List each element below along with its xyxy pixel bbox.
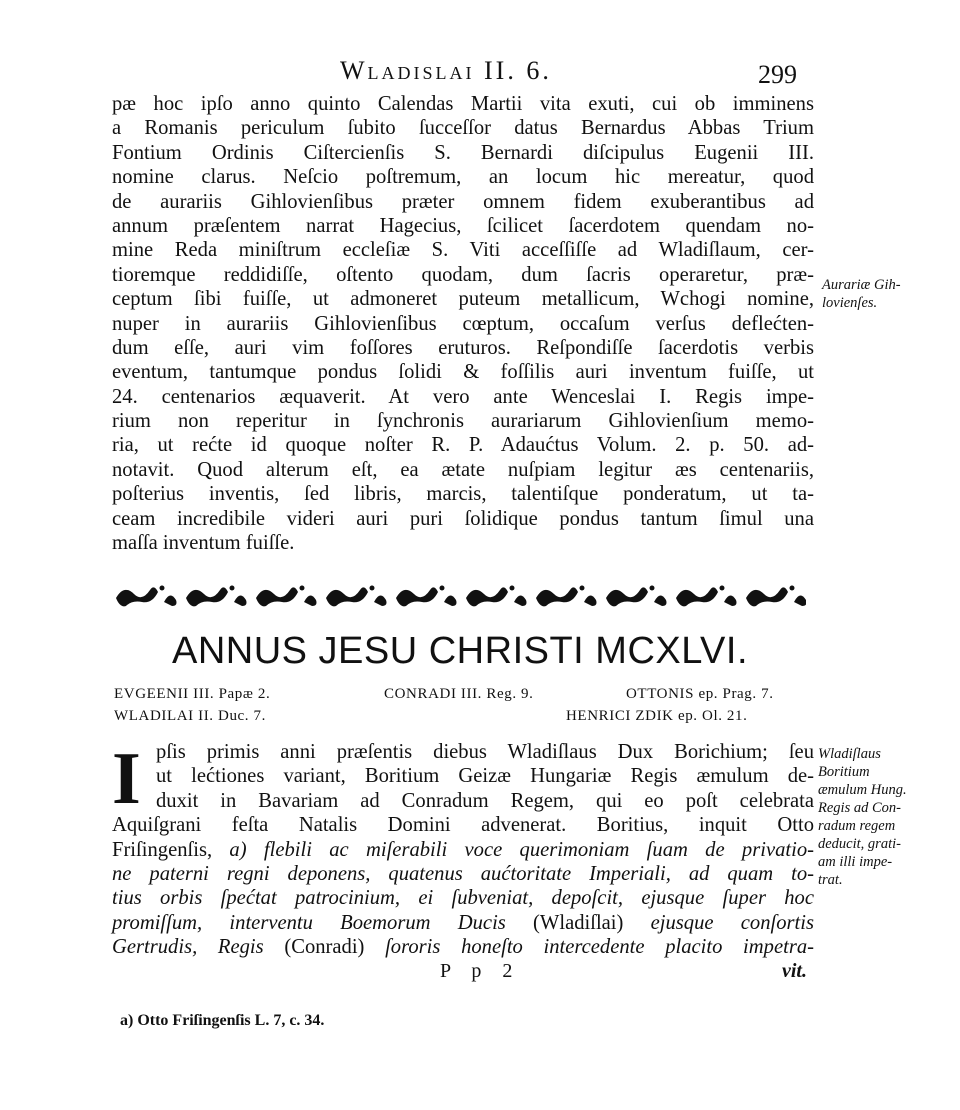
text-line: tius orbis ſpećtat patrocinium, ei ſubveniat, depoſcit, ejusque ſuper hoc [112, 887, 814, 910]
text-line: ut lećtiones variant, Boritium Geizæ Hungariæ Regis æmulum de- [156, 765, 814, 788]
text-line: nomine clarus. Neſcio poſtremum, an locum hic mereatur, quod [112, 166, 814, 189]
margin-note-line: radum regem [818, 818, 896, 834]
text-line: pſis primis anni præſentis diebus Wladiſlaus Dux Borichium; ſeu [156, 741, 814, 763]
text-line [112, 838, 814, 862]
text-line: duxit in Bavariam ad Conradum Regem, qui eo poſt celebrata [156, 789, 814, 812]
reign-bishop-olomouc: HENRICI ZDIK ep. Ol. 21. [566, 708, 748, 724]
running-head [0, 56, 960, 96]
main-paragraph [112, 740, 814, 960]
drop-cap: I [112, 738, 141, 820]
text-line [112, 911, 814, 935]
text-line: ne paterni regni deponens, quatenus aućtoritate Imperiali, ad quam to- [112, 862, 814, 885]
upper-paragraph [112, 92, 814, 555]
text-line: ceam incredibile videri auri puri ſolidique pondus tantum ſimul una [112, 507, 814, 530]
reign-bishop-prague: OTTONIS ep. Prag. 7. [626, 686, 774, 702]
text-line: de aurariis Gihlovienſibus præter omnem fidem exuberantibus ad [112, 190, 814, 213]
text-line: Aquiſgrani feſta Natalis Domini advenerat. Boritius, inquit Otto [112, 814, 814, 837]
margin-note-line: deducit, grati- [818, 836, 901, 852]
text-line: mine Reda miniſtrum eccleſiæ S. Viti acceſſiſſe ad Wladiſlaum, cer- [112, 239, 814, 262]
reign-pope: EVGEENII III. Papæ 2. [114, 686, 271, 702]
text-line: notavit. Quod alterum eſt, ea ætate nuſpiam legitur æs centenariis, [112, 458, 814, 481]
catchword: vit. [782, 960, 807, 982]
signature-mark: P p 2 [440, 960, 521, 982]
running-head-title: Wladislai II. 6. [340, 56, 552, 85]
text-span: (Wladiſlai) [533, 911, 624, 934]
decorative-ornament-band [112, 578, 806, 612]
text-span: Friſingenſis, [112, 838, 230, 861]
text-span: (Conradi) [284, 936, 365, 959]
margin-note-wladislaus [818, 745, 948, 889]
quote-span: flebili ac miſerabili voce querimoniam ſuam de privatio- [246, 838, 814, 861]
footnote-ref[interactable]: a) [229, 838, 247, 861]
margin-note-line: Aurariæ Gih- [822, 277, 901, 293]
margin-note-line: æmulum Hung. [818, 782, 907, 798]
text-line: a Romanis periculum ſubito ſucceſſor datus Bernardus Abbas Trium [112, 117, 814, 140]
text-line: annum præſentem narrat Hagecius, ſcilicet ſacerdotem quendam no- [112, 214, 814, 237]
text-line: pæ hoc ipſo anno quinto Calendas Martii vita exuti, cui ob imminens [112, 93, 814, 115]
margin-note-line: Boritium [818, 764, 870, 780]
text-line: Fontium Ordinis Ciſtercienſis S. Bernardi diſcipulus Eugenii III. [112, 141, 814, 164]
text-line: nuper in aurariis Gihlovienſibus cœptum, occaſum verſus deflećten- [112, 312, 814, 335]
text-line: ceptum ſibi fuiſſe, ut admoneret puteum metallicum, Wchogi nomine, [112, 288, 814, 311]
text-line [112, 935, 814, 959]
margin-note-aurariae [822, 276, 952, 312]
page-number: 299 [758, 60, 797, 89]
text-line: ria, ut rećte id quoque noſter R. P. Adaućtus Volum. 2. p. 50. ad- [112, 434, 814, 457]
quote-span: ejusque conſortis [623, 911, 814, 934]
margin-note-line: Regis ad Con- [818, 800, 901, 816]
quote-span: Gertrudis, Regis [112, 936, 285, 959]
text-line: eventum, tantumque pondus ſolidi & foſſilis auri inventum fuiſſe, ut [112, 361, 814, 384]
text-line: rium non reperitur in ſynchronis aurariarum Gihlovienſium memo- [112, 410, 814, 433]
margin-note-line: Wladiſlaus [818, 746, 881, 762]
text-line: poſterius inventis, ſed libris, marcis, talentiſque ponderatum, ut ta- [112, 483, 814, 506]
footnote: a) Otto Friſingenſis L. 7, c. 34. [120, 1012, 325, 1029]
reign-duke: WLADILAI II. Duc. 7. [114, 708, 266, 724]
text-line: 24. centenarios æquaverit. At vero ante Wenceslai I. Regis impe- [112, 385, 814, 408]
quote-span: ſororis honeſto intercedente placito impetra- [364, 936, 814, 959]
text-line: maſſa inventum fuiſſe. [112, 532, 295, 555]
text-line: tioremque reddidiſſe, oſtento quodam, dum ſacris operaretur, præ- [112, 263, 814, 286]
text-line: dum eſſe, auri vim foſſores eruturos. Reſpondiſſe ſacerdotis verbis [112, 336, 814, 359]
margin-note-line: am illi impe- [818, 854, 893, 870]
year-heading: ANNUS JESU CHRISTI MCXLVI. [171, 630, 749, 672]
regnal-years [114, 686, 814, 736]
margin-note-line: trat. [818, 872, 843, 888]
reign-king: CONRADI III. Reg. 9. [384, 686, 534, 702]
margin-note-line: lovienſes. [822, 295, 878, 311]
quote-span: promiſſum, interventu Boemorum Ducis [112, 911, 534, 934]
